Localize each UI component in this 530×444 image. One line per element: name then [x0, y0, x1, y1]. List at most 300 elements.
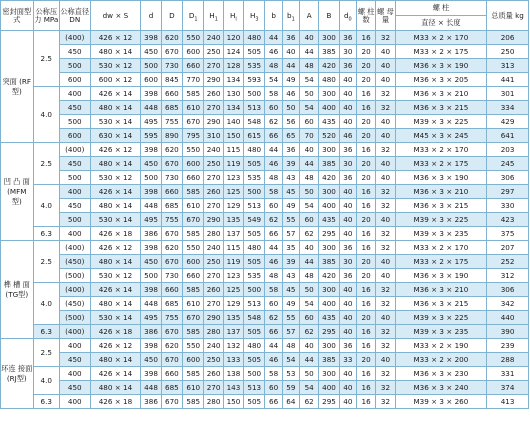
cell-bolt: M33 × 2 × 175: [395, 255, 487, 269]
cell-d: 386: [141, 395, 161, 409]
table-row: [1, 143, 529, 157]
cell-nut: 40: [376, 255, 395, 269]
cell-H1: 250: [204, 157, 223, 171]
cell-nut: 32: [376, 101, 395, 115]
cell-d: 398: [141, 143, 161, 157]
cell-H1: 280: [204, 395, 223, 409]
cell-B: 300: [319, 367, 339, 381]
cell-A: 60: [300, 115, 319, 129]
table-row: [1, 311, 529, 325]
cell-d0: 40: [339, 311, 356, 325]
cell-bolt: M33 × 2 × 175: [395, 157, 487, 171]
cell-H1: 290: [204, 213, 223, 227]
cell-H2: 130: [223, 87, 243, 101]
header-H1: $H_1$: [204, 1, 223, 31]
cell-b: 66: [265, 395, 282, 409]
cell-b: 58: [265, 87, 282, 101]
cell-dw: 426 × 18: [90, 325, 141, 339]
cell-dn: 500: [59, 115, 90, 129]
table-row: [1, 227, 529, 241]
cell-dn: 400: [59, 395, 90, 409]
cell-H2: 138: [223, 367, 243, 381]
cell-dw: 480 × 14: [90, 45, 141, 59]
cell-d0: 40: [339, 227, 356, 241]
cell-H3: 535: [244, 171, 265, 185]
cell-n: 16: [356, 395, 375, 409]
cell-dw: 426 × 12: [90, 31, 141, 45]
cell-H1: 270: [204, 199, 223, 213]
cell-nut: 32: [376, 199, 395, 213]
cell-B: 420: [319, 59, 339, 73]
cell-D: 670: [161, 157, 182, 171]
cell-b1: 36: [282, 143, 299, 157]
table-row: [1, 339, 529, 353]
cell-dw: 480 × 14: [90, 353, 141, 367]
cell-H3: 505: [244, 255, 265, 269]
cell-H3: 480: [244, 339, 265, 353]
cell-H2: 124: [223, 45, 243, 59]
cell-D1: 600: [183, 255, 204, 269]
cell-H2: 134: [223, 101, 243, 115]
cell-dw: 530 × 12: [90, 269, 141, 283]
cell-H3: 505: [244, 353, 265, 367]
table-row: [1, 199, 529, 213]
cell-dw: 530 × 14: [90, 311, 141, 325]
cell-H1: 290: [204, 115, 223, 129]
cell-n: 20: [356, 171, 375, 185]
cell-A: 60: [300, 213, 319, 227]
cell-n: 16: [356, 101, 375, 115]
cell-b: 62: [265, 311, 282, 325]
cell-kg: 306: [487, 283, 529, 297]
cell-b1: 49: [282, 297, 299, 311]
cell-B: 400: [319, 297, 339, 311]
cell-D: 755: [161, 115, 182, 129]
header-bolt-sub: 直径 × 长度: [395, 16, 487, 31]
cell-d0: 40: [339, 395, 356, 409]
cell-d: 398: [141, 87, 161, 101]
cell-A: 44: [300, 157, 319, 171]
cell-b: 62: [265, 213, 282, 227]
cell-D: 620: [161, 31, 182, 45]
cell-n: 20: [356, 157, 375, 171]
cell-D: 845: [161, 73, 182, 87]
cell-n: 16: [356, 199, 375, 213]
cell-d: 398: [141, 339, 161, 353]
cell-A: 54: [300, 199, 319, 213]
cell-d: 495: [141, 115, 161, 129]
cell-dn: (400): [59, 143, 90, 157]
header-B: B: [319, 1, 339, 31]
cell-H2: 137: [223, 227, 243, 241]
table-row: [1, 297, 529, 311]
cell-D: 730: [161, 171, 182, 185]
table-row: [1, 87, 529, 101]
cell-b1: 39: [282, 157, 299, 171]
cell-H3: 500: [244, 367, 265, 381]
header-D1: $D_1$: [183, 1, 204, 31]
pressure-cell: 4.0: [33, 283, 59, 325]
cell-kg: 440: [487, 311, 529, 325]
cell-d0: 33: [339, 353, 356, 367]
cell-dn: 450: [59, 157, 90, 171]
cell-D1: 600: [183, 45, 204, 59]
cell-dn: (450): [59, 255, 90, 269]
cell-bolt: M36 × 3 × 190: [395, 171, 487, 185]
cell-dw: 480 × 14: [90, 381, 141, 395]
cell-dw: 480 × 14: [90, 255, 141, 269]
cell-H3: 500: [244, 185, 265, 199]
cell-d0: 40: [339, 283, 356, 297]
cell-n: 16: [356, 297, 375, 311]
cell-d: 448: [141, 381, 161, 395]
header-bolt-count: 螺 柱 数: [356, 1, 375, 31]
cell-dn: (400): [59, 31, 90, 45]
cell-dn: 400: [59, 87, 90, 101]
cell-b1: 53: [282, 367, 299, 381]
cell-D: 730: [161, 59, 182, 73]
cell-B: 385: [319, 255, 339, 269]
table-row: [1, 269, 529, 283]
table-row: [1, 31, 529, 45]
cell-d: 448: [141, 199, 161, 213]
cell-D: 620: [161, 143, 182, 157]
cell-dw: 426 × 14: [90, 367, 141, 381]
cell-H3: 548: [244, 311, 265, 325]
cell-d: 450: [141, 157, 161, 171]
cell-H3: 505: [244, 157, 265, 171]
cell-d: 495: [141, 311, 161, 325]
cell-bolt: M36 × 3 × 215: [395, 199, 487, 213]
header-nut: 螺 母 量: [376, 1, 395, 31]
cell-d0: 36: [339, 59, 356, 73]
cell-n: 20: [356, 311, 375, 325]
cell-b: 62: [265, 115, 282, 129]
cell-b1: 39: [282, 255, 299, 269]
cell-b: 66: [265, 325, 282, 339]
cell-b: 58: [265, 367, 282, 381]
cell-A: 50: [300, 283, 319, 297]
cell-dw: 530 × 12: [90, 59, 141, 73]
seal-type-cell: 突面 (RF型): [1, 31, 34, 143]
cell-n: 16: [356, 87, 375, 101]
cell-b1: 46: [282, 87, 299, 101]
cell-H2: 123: [223, 171, 243, 185]
header-dw-s: dw × S: [90, 1, 141, 31]
cell-H1: 260: [204, 367, 223, 381]
cell-b1: 55: [282, 213, 299, 227]
cell-H3: 500: [244, 283, 265, 297]
cell-d0: 36: [339, 241, 356, 255]
cell-dn: (400): [59, 325, 90, 339]
cell-D1: 585: [183, 87, 204, 101]
cell-nut: 32: [376, 381, 395, 395]
cell-nut: 40: [376, 45, 395, 59]
cell-H2: 132: [223, 339, 243, 353]
cell-d: 500: [141, 171, 161, 185]
cell-D1: 600: [183, 353, 204, 367]
cell-H2: 143: [223, 381, 243, 395]
cell-dw: 426 × 14: [90, 87, 141, 101]
cell-b: 44: [265, 31, 282, 45]
cell-D: 620: [161, 339, 182, 353]
cell-d0: 30: [339, 45, 356, 59]
cell-B: 435: [319, 115, 339, 129]
cell-b: 46: [265, 255, 282, 269]
cell-H2: 115: [223, 241, 243, 255]
cell-nut: 40: [376, 115, 395, 129]
cell-D1: 585: [183, 227, 204, 241]
cell-B: 300: [319, 283, 339, 297]
cell-dw: 600 × 12: [90, 73, 141, 87]
cell-nut: 40: [376, 129, 395, 143]
cell-nut: 40: [376, 157, 395, 171]
cell-H2: 115: [223, 143, 243, 157]
cell-H2: 137: [223, 325, 243, 339]
cell-bolt: M39 × 3 × 235: [395, 227, 487, 241]
cell-dw: 426 × 18: [90, 227, 141, 241]
cell-kg: 390: [487, 325, 529, 339]
cell-D1: 670: [183, 115, 204, 129]
cell-nut: 40: [376, 59, 395, 73]
cell-b: 44: [265, 241, 282, 255]
cell-D: 660: [161, 367, 182, 381]
cell-H2: 119: [223, 157, 243, 171]
cell-kg: 375: [487, 227, 529, 241]
cell-D1: 585: [183, 283, 204, 297]
table-row: [1, 353, 529, 367]
cell-H1: 290: [204, 311, 223, 325]
cell-H2: 125: [223, 185, 243, 199]
cell-A: 48: [300, 269, 319, 283]
cell-H2: 133: [223, 353, 243, 367]
cell-A: 40: [300, 31, 319, 45]
cell-A: 60: [300, 311, 319, 325]
cell-B: 420: [319, 269, 339, 283]
cell-H1: 270: [204, 381, 223, 395]
cell-b1: 43: [282, 269, 299, 283]
cell-bolt: M39 × 3 × 225: [395, 311, 487, 325]
cell-H1: 250: [204, 45, 223, 59]
cell-b1: 57: [282, 227, 299, 241]
cell-nut: 40: [376, 213, 395, 227]
cell-D1: 585: [183, 395, 204, 409]
cell-kg: 641: [487, 129, 529, 143]
cell-kg: 252: [487, 255, 529, 269]
cell-d: 448: [141, 101, 161, 115]
cell-bolt: M39 × 3 × 225: [395, 213, 487, 227]
cell-D1: 795: [183, 129, 204, 143]
cell-nut: 32: [376, 143, 395, 157]
cell-bolt: M33 × 2 × 170: [395, 143, 487, 157]
cell-H2: 119: [223, 255, 243, 269]
cell-H2: 150: [223, 129, 243, 143]
cell-D: 685: [161, 297, 182, 311]
cell-A: 50: [300, 87, 319, 101]
table-row: [1, 283, 529, 297]
cell-H3: 480: [244, 241, 265, 255]
cell-bolt: M39 × 3 × 235: [395, 325, 487, 339]
cell-b1: 49: [282, 199, 299, 213]
cell-A: 44: [300, 255, 319, 269]
cell-dw: 426 × 12: [90, 143, 141, 157]
cell-b1: 65: [282, 129, 299, 143]
cell-nut: 32: [376, 87, 395, 101]
cell-b: 46: [265, 353, 282, 367]
cell-H3: 593: [244, 73, 265, 87]
cell-bolt: M39 × 3 × 225: [395, 115, 487, 129]
cell-B: 295: [319, 227, 339, 241]
cell-A: 54: [300, 381, 319, 395]
cell-bolt: M33 × 2 × 170: [395, 31, 487, 45]
cell-dn: 400: [59, 339, 90, 353]
cell-H1: 250: [204, 353, 223, 367]
table-row: [1, 73, 529, 87]
cell-dw: 480 × 14: [90, 101, 141, 115]
cell-bolt: M36 × 3 × 210: [395, 185, 487, 199]
cell-A: 62: [300, 395, 319, 409]
cell-A: 44: [300, 353, 319, 367]
pressure-cell: 4.0: [33, 87, 59, 143]
cell-dn: 600: [59, 129, 90, 143]
cell-H1: 280: [204, 325, 223, 339]
cell-A: 50: [300, 185, 319, 199]
cell-d: 448: [141, 297, 161, 311]
seal-type-cell: 榫 槽 面 (TG型): [1, 241, 34, 339]
pressure-cell: 6.3: [33, 395, 59, 409]
cell-b1: 50: [282, 101, 299, 115]
cell-B: 385: [319, 353, 339, 367]
cell-D: 685: [161, 199, 182, 213]
cell-n: 16: [356, 367, 375, 381]
cell-H2: 150: [223, 395, 243, 409]
cell-d0: 40: [339, 115, 356, 129]
cell-A: 48: [300, 59, 319, 73]
cell-b: 44: [265, 339, 282, 353]
cell-D: 670: [161, 353, 182, 367]
cell-n: 20: [356, 45, 375, 59]
cell-d0: 40: [339, 297, 356, 311]
cell-A: 44: [300, 45, 319, 59]
cell-nut: 40: [376, 171, 395, 185]
cell-kg: 312: [487, 269, 529, 283]
cell-d: 398: [141, 241, 161, 255]
cell-b1: 54: [282, 353, 299, 367]
cell-kg: 429: [487, 115, 529, 129]
table-body: [1, 31, 529, 409]
header-d0: $d_0$: [339, 1, 356, 31]
cell-b: 58: [265, 185, 282, 199]
cell-bolt: M36 × 3 × 230: [395, 367, 487, 381]
cell-B: 300: [319, 185, 339, 199]
cell-B: 295: [319, 395, 339, 409]
cell-d: 450: [141, 255, 161, 269]
cell-B: 435: [319, 311, 339, 325]
cell-H2: 135: [223, 311, 243, 325]
cell-D1: 610: [183, 297, 204, 311]
cell-kg: 250: [487, 45, 529, 59]
header-H3: $H_3$: [244, 1, 265, 31]
cell-D1: 600: [183, 157, 204, 171]
cell-bolt: M36 × 3 × 210: [395, 283, 487, 297]
cell-H2: 125: [223, 283, 243, 297]
cell-H3: 615: [244, 129, 265, 143]
cell-dw: 426 × 12: [90, 241, 141, 255]
cell-dn: (400): [59, 283, 90, 297]
cell-d: 495: [141, 213, 161, 227]
cell-H3: 500: [244, 87, 265, 101]
cell-dn: 400: [59, 185, 90, 199]
cell-d0: 40: [339, 381, 356, 395]
table-row: [1, 213, 529, 227]
cell-dn: 600: [59, 73, 90, 87]
header-dn: 公称直径 DN: [59, 1, 90, 31]
cell-bolt: M33 × 2 × 175: [395, 45, 487, 59]
cell-kg: 423: [487, 213, 529, 227]
cell-dn: 450: [59, 45, 90, 59]
cell-dw: 530 × 12: [90, 171, 141, 185]
cell-B: 300: [319, 143, 339, 157]
cell-d0: 36: [339, 339, 356, 353]
cell-n: 16: [356, 283, 375, 297]
table-row: [1, 101, 529, 115]
cell-n: 20: [356, 255, 375, 269]
cell-b: 66: [265, 227, 282, 241]
cell-nut: 32: [376, 31, 395, 45]
cell-n: 16: [356, 381, 375, 395]
cell-b1: 45: [282, 283, 299, 297]
cell-kg: 342: [487, 297, 529, 311]
cell-d: 595: [141, 129, 161, 143]
cell-d: 398: [141, 283, 161, 297]
pressure-cell: 2.5: [33, 31, 59, 87]
cell-B: 300: [319, 241, 339, 255]
cell-d: 600: [141, 73, 161, 87]
cell-b: 48: [265, 59, 282, 73]
cell-d0: 36: [339, 31, 356, 45]
cell-b1: 55: [282, 311, 299, 325]
cell-B: 300: [319, 339, 339, 353]
cell-n: 20: [356, 213, 375, 227]
cell-H1: 270: [204, 269, 223, 283]
header-total-mass: 总质量 kg: [487, 1, 529, 31]
cell-A: 62: [300, 227, 319, 241]
cell-nut: 40: [376, 311, 395, 325]
cell-D: 890: [161, 129, 182, 143]
cell-dn: 450: [59, 381, 90, 395]
cell-A: 40: [300, 339, 319, 353]
cell-bolt: M36 × 3 × 205: [395, 73, 487, 87]
cell-D: 660: [161, 87, 182, 101]
cell-nut: 32: [376, 325, 395, 339]
cell-H2: 135: [223, 213, 243, 227]
cell-d0: 40: [339, 101, 356, 115]
cell-n: 16: [356, 31, 375, 45]
cell-D: 730: [161, 269, 182, 283]
table-row: [1, 157, 529, 171]
cell-H1: 290: [204, 73, 223, 87]
cell-kg: 297: [487, 185, 529, 199]
cell-A: 40: [300, 143, 319, 157]
cell-dw: 530 × 14: [90, 213, 141, 227]
cell-b1: 43: [282, 171, 299, 185]
cell-d0: 36: [339, 143, 356, 157]
cell-kg: 313: [487, 59, 529, 73]
cell-d: 398: [141, 185, 161, 199]
cell-D: 620: [161, 241, 182, 255]
cell-bolt: M33 × 2 × 190: [395, 339, 487, 353]
cell-dw: 426 × 12: [90, 339, 141, 353]
